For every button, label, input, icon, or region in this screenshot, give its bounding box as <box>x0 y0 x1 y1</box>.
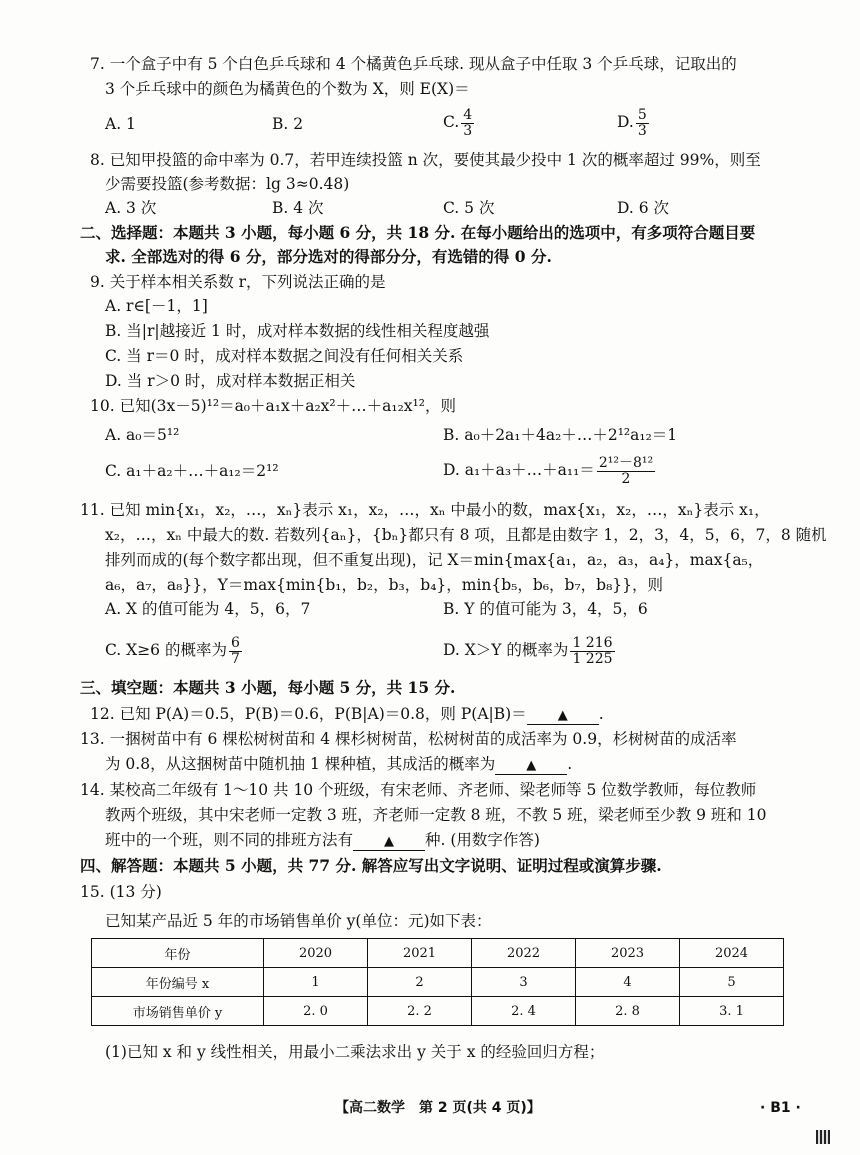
q8-line1: 8. 已知甲投篮的命中率为 0.7，若甲连续投篮 n 次，要使其最少投中 1 次的概率超过 99%，则至 <box>90 151 761 169</box>
q11-line3: 排列而成的(每个数字都出现，但不重复出现)，记 X＝min{max{a₁，a₂，a₃，a₄}，max{a₅， <box>105 551 764 569</box>
q14-line3: 班中的一个班，则不同的排班方法有 ▲ 种. (用数字作答) <box>105 831 540 849</box>
q13-line2: 为 0.8，从这捆树苗中随机抽 1 棵种植，其成活的概率为 ▲ . <box>105 755 573 773</box>
q14-line2: 教两个班级，其中宋老师一定教 3 班，齐老师一定教 8 班，不教 5 班，梁老师至少教 9 班和 10 <box>105 806 767 824</box>
page-code: · B1 · <box>760 1100 801 1116</box>
q7-line2: 3 个乒乓球中的颜色为橘黄色的个数为 X，则 E(X)＝ <box>105 80 470 98</box>
q9-option-c: C. 当 r＝0 时，成对样本数据之间没有任何相关关系 <box>105 347 464 365</box>
q7-option-c: C. $\frac{4}{3}$ <box>443 106 473 139</box>
qr-code-icon <box>816 1130 830 1144</box>
q11-option-a: A. X 的值可能为 4，5，6，7 <box>105 600 311 618</box>
section-3-heading: 三、填空题：本题共 3 小题，每小题 5 分，共 15 分. <box>80 678 456 697</box>
q9-stem: 9. 关于样本相关系数 r，下列说法正确的是 <box>90 273 386 291</box>
table-cell: 2 <box>368 968 472 997</box>
table-cell: 2. 2 <box>368 997 472 1026</box>
q8-option-b: B. 4 次 <box>272 199 324 217</box>
q7-option-d: D. $\frac{5}{3}$ <box>617 106 647 139</box>
q10-option-c: C. a₁＋a₂＋…＋a₁₂＝2¹² <box>105 462 279 480</box>
table-row <box>92 997 784 1026</box>
q10-option-b: B. a₀＋2a₁＋4a₂＋…＋2¹²a₁₂＝1 <box>443 426 678 444</box>
q7-option-b: B. 2 <box>272 115 304 133</box>
table-row <box>92 968 784 997</box>
table-cell: 1 <box>264 968 368 997</box>
q7-line1: 7. 一个盒子中有 5 个白色乒乓球和 4 个橘黄色乒乓球. 现从盒子中任取 3 个乒乓球，记取出的 <box>90 55 737 73</box>
q8-option-d: D. 6 次 <box>617 199 670 217</box>
q11-line4: a₆，a₇，a₈}}，Y＝max{min{b₁，b₂，b₃，b₄}，min{b₅，b₆，b₇，b₈}}，则 <box>105 576 664 594</box>
q14-answer-blank[interactable]: ▲ <box>353 834 425 851</box>
q10-option-d: D. a₁＋a₃＋…＋a₁₁＝ $\frac{\text{2¹²－8¹²}}{2}$ <box>443 454 654 487</box>
q15-part1: (1)已知 x 和 y 线性相关，用最小二乘法求出 y 关于 x 的经验回归方程； <box>105 1043 605 1061</box>
q9-option-d: D. 当 r＞0 时，成对样本数据正相关 <box>105 372 356 390</box>
q11-line2: x₂，…，xₙ 中最大的数. 若数列{aₙ}，{bₙ}都只有 8 项，且都是由数字 1，2，3，4，5，6，7，8 随机 <box>105 526 827 544</box>
q9-option-a: A. r∈[－1，1] <box>105 297 208 315</box>
q11-line1: 11. 已知 min{x₁，x₂，…，xₙ}表示 x₁，x₂，…，xₙ 中最小的数，max{x₁，x₂，…，xₙ}表示 x₁， <box>80 501 770 519</box>
q11-option-b: B. Y 的值可能为 3，4，5，6 <box>443 600 648 618</box>
q8-option-a: A. 3 次 <box>105 199 157 217</box>
page-footer: 【高二数学 第 2 页(共 4 页)】 <box>335 1100 541 1116</box>
q11-option-c: C. X≥6 的概率为 $\frac{6}{7}$ <box>105 634 240 667</box>
q15-head: 15. (13 分) <box>80 883 162 901</box>
q7-option-a: A. 1 <box>105 115 136 133</box>
q15-intro: 已知某产品近 5 年的市场销售单价 y(单位：元)如下表： <box>105 912 492 930</box>
q8-line2: 少需要投篮(参考数据：lg 3≈0.48) <box>105 175 350 193</box>
table-cell: 4 <box>576 968 680 997</box>
table-cell: 2024 <box>680 939 784 968</box>
section-2-heading-line2: 求. 全部选对的得 6 分，部分选对的得部分分，有选错的得 0 分. <box>105 247 552 266</box>
q13-answer-blank[interactable]: ▲ <box>495 758 567 775</box>
table-cell: 2020 <box>264 939 368 968</box>
q8-option-c: C. 5 次 <box>443 199 495 217</box>
q11-option-d: D. X＞Y 的概率为 $\frac{1 216}{1 225}$ <box>443 634 613 667</box>
q13-line1: 13. 一捆树苗中有 6 棵松树树苗和 4 棵杉树树苗，松树树苗的成活率为 0.9，杉树树苗的成活率 <box>80 730 737 748</box>
q12-answer-blank[interactable]: ▲ <box>527 708 599 725</box>
table-row-header: 市场销售单价 y <box>92 997 264 1026</box>
section-4-heading: 四、解答题：本题共 5 小题，共 77 分. 解答应写出文字说明、证明过程或演算步骤. <box>80 856 662 875</box>
table-cell: 3 <box>472 968 576 997</box>
table-cell: 2. 8 <box>576 997 680 1026</box>
table-cell: 2. 4 <box>472 997 576 1026</box>
q14-line1: 14. 某校高二年级有 1～10 共 10 个班级，有宋老师、齐老师、梁老师等 5 位数学教师，每位教师 <box>80 781 757 799</box>
table-row <box>92 939 784 968</box>
table-cell: 2. 0 <box>264 997 368 1026</box>
table-row-header: 年份 <box>92 939 264 968</box>
table-cell: 2022 <box>472 939 576 968</box>
q15-data-table <box>91 938 784 1026</box>
table-cell: 3. 1 <box>680 997 784 1026</box>
table-cell: 2023 <box>576 939 680 968</box>
table-row-header: 年份编号 x <box>92 968 264 997</box>
section-2-heading-line1: 二、选择题：本题共 3 小题，每小题 6 分，共 18 分. 在每小题给出的选项中，有多项符合题目要 <box>80 223 756 242</box>
q10-stem: 10. 已知(3x－5)¹²＝a₀＋a₁x＋a₂x²＋…＋a₁₂x¹²，则 <box>90 397 456 415</box>
q10-option-a: A. a₀＝5¹² <box>105 426 180 444</box>
q12-text: 12. 已知 P(A)＝0.5，P(B)＝0.6，P(B|A)＝0.8，则 P(A|B)＝ ▲ . <box>90 705 604 723</box>
table-cell: 2021 <box>368 939 472 968</box>
table-cell: 5 <box>680 968 784 997</box>
q9-option-b: B. 当|r|越接近 1 时，成对样本数据的线性相关程度越强 <box>105 322 490 340</box>
